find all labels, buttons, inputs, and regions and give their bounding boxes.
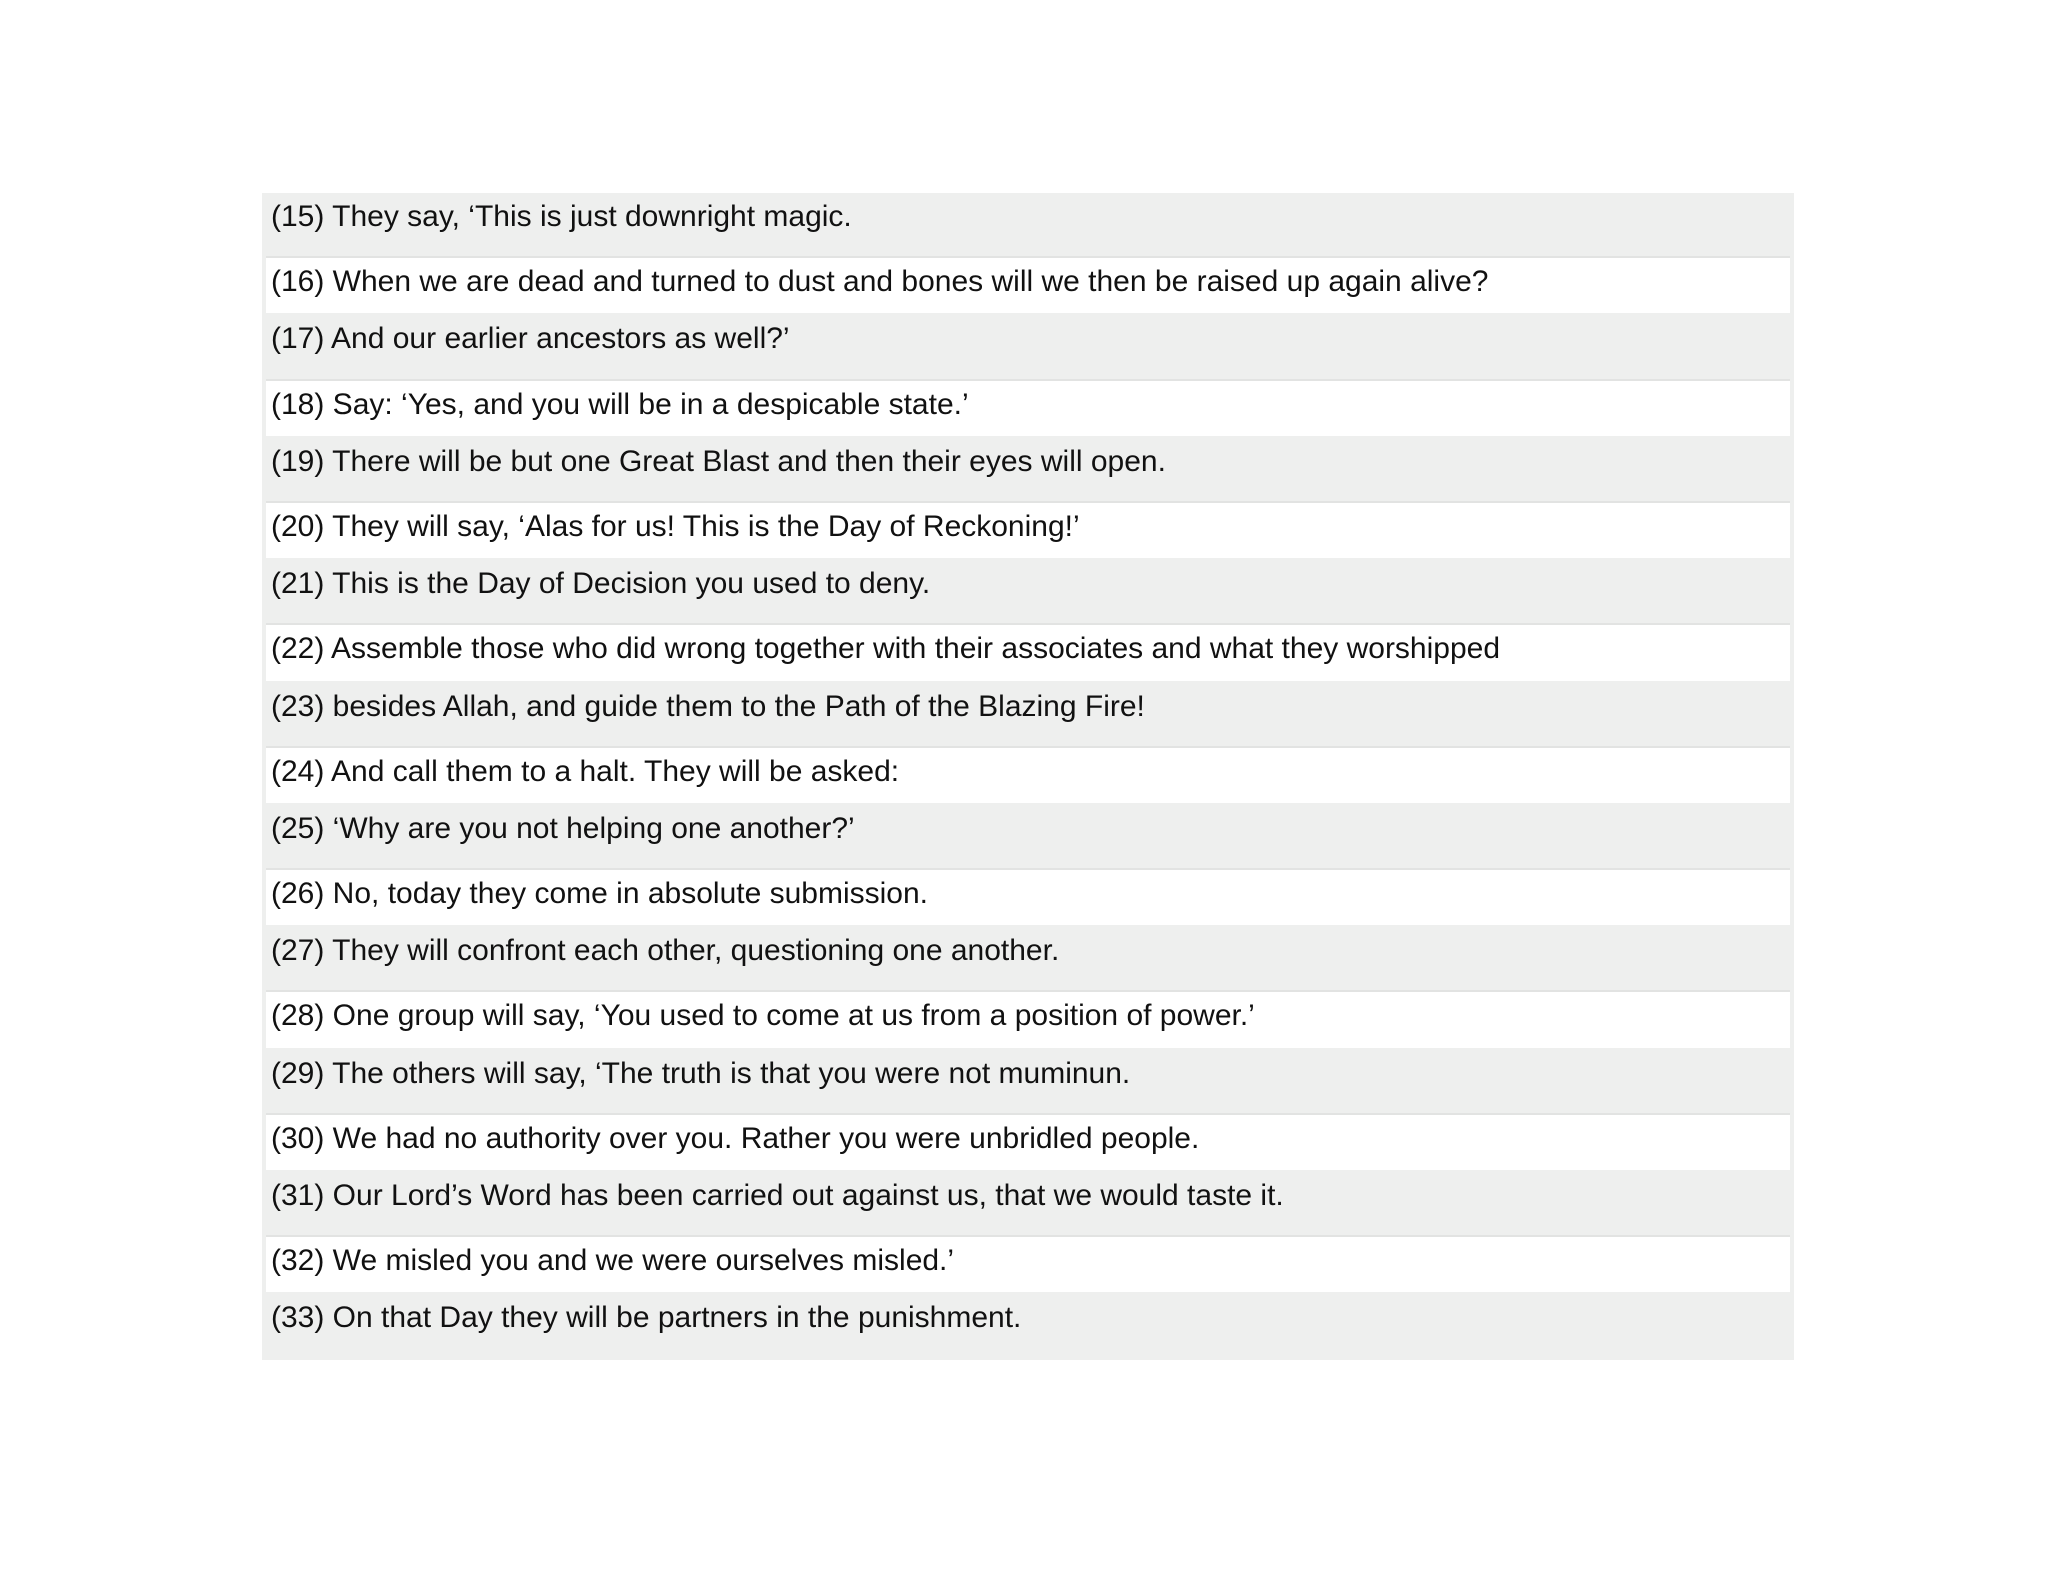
verse-row: (19) There will be but one Great Blast and then their eyes will open. — [266, 438, 1790, 499]
verse-row: (15) They say, ‘This is just downright magic. — [266, 193, 1790, 254]
verse-row: (33) On that Day they will be partners in the punishment. — [266, 1294, 1790, 1355]
verse-row: (24) And call them to a halt. They will be asked: — [266, 746, 1790, 803]
verse-row: (17) And our earlier ancestors as well?’ — [266, 315, 1790, 376]
verse-row: (28) One group will say, ‘You used to come at us from a position of power.’ — [266, 990, 1790, 1047]
verse-row: (30) We had no authority over you. Rather you were unbridled people. — [266, 1113, 1790, 1170]
verse-row: (20) They will say, ‘Alas for us! This is the Day of Reckoning!’ — [266, 501, 1790, 558]
verse-row: (21) This is the Day of Decision you used to deny. — [266, 560, 1790, 621]
verse-table — [262, 193, 1794, 1360]
verse-row: (23) besides Allah, and guide them to the Path of the Blazing Fire! — [266, 683, 1790, 744]
verse-row: (26) No, today they come in absolute submission. — [266, 868, 1790, 925]
verse-row: (16) When we are dead and turned to dust and bones will we then be raised up again alive? — [266, 256, 1790, 313]
verse-row: (25) ‘Why are you not helping one another?’ — [266, 805, 1790, 866]
verse-row: (29) The others will say, ‘The truth is that you were not muminun. — [266, 1050, 1790, 1111]
verse-row: (32) We misled you and we were ourselves misled.’ — [266, 1235, 1790, 1292]
verse-row: (18) Say: ‘Yes, and you will be in a despicable state.’ — [266, 379, 1790, 436]
verse-row: (27) They will confront each other, questioning one another. — [266, 927, 1790, 988]
verse-row: (31) Our Lord’s Word has been carried out against us, that we would taste it. — [266, 1172, 1790, 1233]
verse-row: (22) Assemble those who did wrong together with their associates and what they worshipped — [266, 623, 1790, 680]
